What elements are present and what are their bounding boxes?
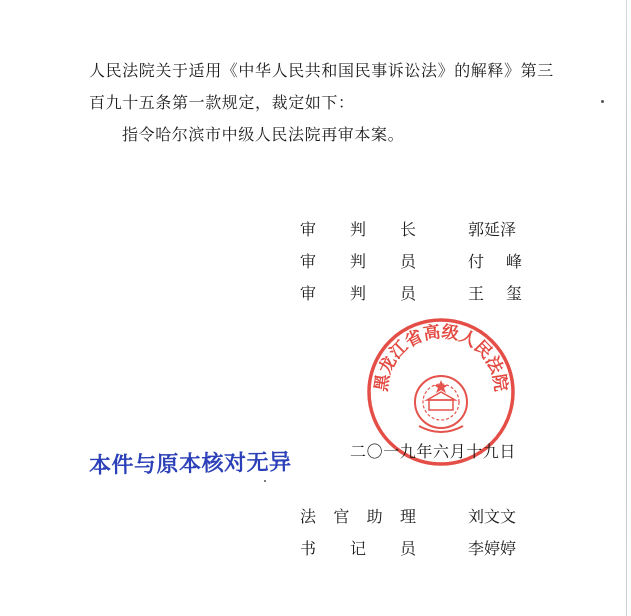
signatory-title: 法 官 助 理	[300, 507, 416, 526]
signatory-name: 李婷婷	[468, 539, 517, 558]
page-edge-shadow	[626, 0, 627, 616]
signatory-presiding-judge	[300, 217, 540, 239]
signatory-court-clerk	[300, 536, 540, 558]
national-emblem-icon	[415, 376, 467, 432]
signatory-name: 郭延泽	[468, 220, 517, 239]
signatory-name: 王 玺	[468, 284, 522, 303]
signatory-judge-1	[300, 249, 540, 271]
signatory-title: 书 记 员	[300, 539, 416, 558]
scan-speck	[601, 100, 604, 103]
ruling-date: 二〇一九年六月十九日	[350, 442, 517, 461]
signatory-judge-2	[300, 281, 540, 303]
signatory-name: 刘文文	[468, 507, 517, 526]
seal-text: 黑龙江省高级人民法院	[371, 322, 511, 393]
ruling-text-line-2: 百九十五条第一款规定，裁定如下：	[89, 93, 355, 112]
ruling-text-line-1: 人民法院关于适用《中华人民共和国民事诉讼法》的解释》第三	[89, 61, 554, 80]
signatory-name: 付 峰	[468, 252, 522, 271]
scan-speck	[264, 480, 266, 482]
signatory-title: 审 判 长	[300, 220, 416, 239]
certification-stamp: 本件与原本核对无异	[88, 450, 292, 479]
ruling-text-line-3: 指令哈尔滨市中级人民法院再审本案。	[122, 125, 405, 144]
signatory-title: 审 判 员	[300, 284, 416, 303]
signatory-title: 审 判 员	[300, 252, 416, 271]
signatory-judge-assistant	[300, 504, 540, 526]
